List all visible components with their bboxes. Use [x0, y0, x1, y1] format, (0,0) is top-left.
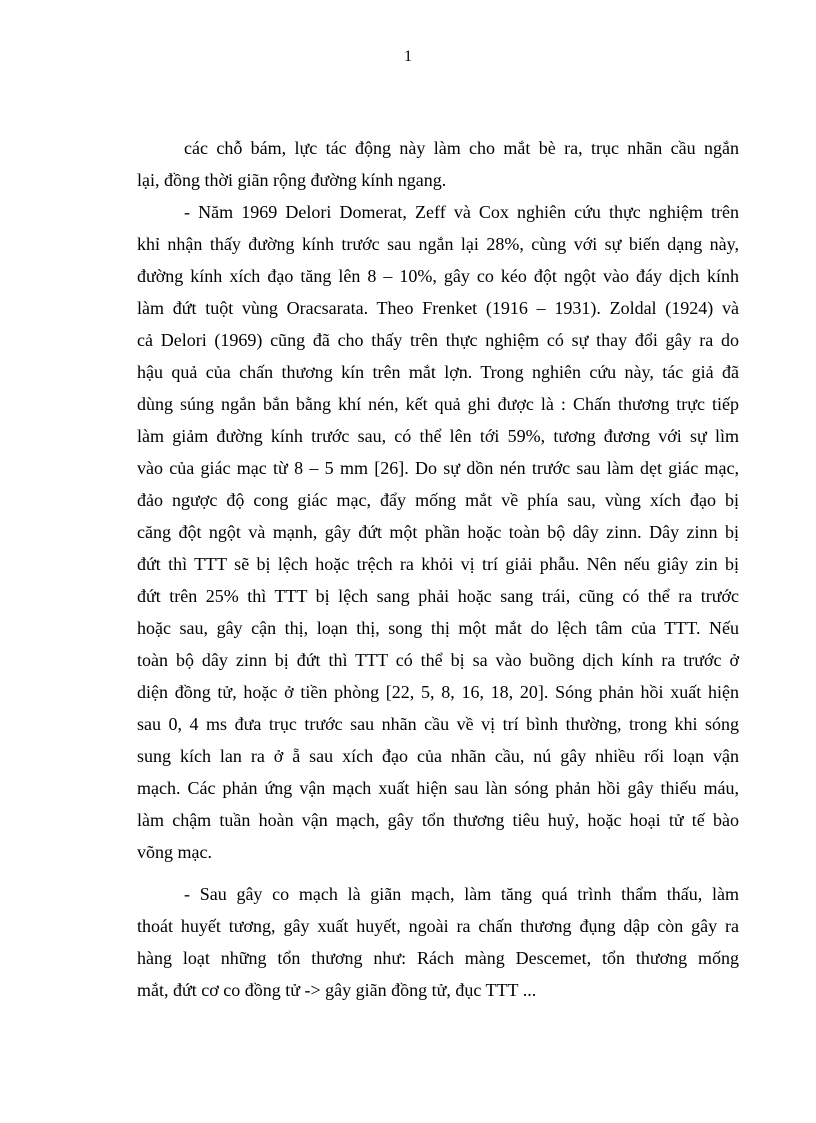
text-line: khỉ nhận thấy đường kính trước sau ngắn lại 28%, cùng với sự biến dạng này, [137, 234, 739, 254]
paragraph-3 [137, 878, 739, 1006]
text-line: hàng loạt những tổn thương như: Rách màng Descemet, tổn thương mống [137, 948, 739, 968]
text-line: dùng súng ngắn bắn bằng khí nén, kết quả ghi được là : Chấn thương trực tiếp [137, 394, 739, 414]
text-line: toàn bộ dây zinn bị đứt thì TTT có thể bị sa vào buồng dịch kính ra trước ở [137, 650, 739, 670]
text-line: sau 0, 4 ms đưa trục trước sau nhãn cầu về vị trí bình thường, trong khi sóng [137, 714, 739, 734]
text-line: sung kích lan ra ở ẵ sau xích đạo của nhãn cầu, nú gây nhiều rối loạn vận [137, 746, 739, 766]
body-text [137, 132, 739, 1006]
page-number: 1 [404, 48, 412, 65]
text-line: hậu quả của chấn thương kín trên mắt lợn. Trong nghiên cứu này, tác giả đã [137, 362, 739, 382]
text-line: đứt trên 25% thì TTT bị lệch sang phải hoặc sang trái, cũng có thể ra trước [137, 586, 739, 606]
text-line: - Sau gây co mạch là giãn mạch, làm tăng quá trình thẩm thấu, làm [184, 884, 739, 904]
text-line: mạch. Các phản ứng vận mạch xuất hiện sau làn sóng phản hồi gây thiếu máu, [137, 778, 739, 798]
paragraph-1 [137, 132, 739, 196]
text-line: đường kính xích đạo tăng lên 8 – 10%, gây co kéo đột ngột vào đáy dịch kính [137, 266, 739, 286]
text-line: căng đột ngột và mạnh, gây đứt một phần hoặc toàn bộ dây zinn. Dây zinn bị [137, 522, 739, 542]
paragraph-2 [137, 196, 739, 868]
text-line: thoát huyết tương, gây xuất huyết, ngoài ra chấn thương đụng dập còn gây ra [137, 916, 739, 936]
text-line: - Năm 1969 Delori Domerat, Zeff và Cox nghiên cứu thực nghiệm trên [184, 202, 739, 222]
text-line: đảo ngược độ cong giác mạc, đẩy mống mắt về phía sau, vùng xích đạo bị [137, 490, 739, 510]
text-line: làm chậm tuần hoàn vận mạch, gây tổn thương tiêu huỷ, hoặc hoại tử tế bào [137, 810, 739, 830]
text-line: diện đồng tử, hoặc ở tiền phòng [22, 5, 8, 16, 18, 20]. Sóng phản hồi xuất hiện [137, 682, 739, 702]
text-line: cả Delori (1969) cũng đã cho thấy trên thực nghiệm có sự thay đổi gây ra do [137, 330, 739, 350]
text-line: mắt, đứt cơ co đồng tử -> gây giãn đồng tử, đục TTT ... [137, 980, 537, 1000]
text-line: các chỗ bám, lực tác động này làm cho mắt bè ra, trục nhãn cầu ngắn [184, 138, 739, 158]
text-line: lại, đồng thời giãn rộng đường kính ngang. [137, 170, 447, 190]
text-line: võng mạc. [137, 842, 212, 862]
text-line: hoặc sau, gây cận thị, loạn thị, song thị một mắt do lệch tâm của TTT. Nếu [137, 618, 739, 638]
text-line: đứt thì TTT sẽ bị lệch hoặc trệch ra khỏi vị trí giải phẫu. Nên nếu giây zin bị [137, 554, 739, 574]
text-line: vào của giác mạc từ 8 – 5 mm [26]. Do sự dồn nén trước sau làm dẹt giác mạc, [137, 458, 739, 478]
text-line: làm đứt tuột vùng Oracsarata. Theo Frenket (1916 – 1931). Zoldal (1924) và [137, 298, 739, 318]
text-line: làm giảm đường kính trước sau, có thể lên tới 59%, tương đương với sự lìm [137, 426, 739, 446]
